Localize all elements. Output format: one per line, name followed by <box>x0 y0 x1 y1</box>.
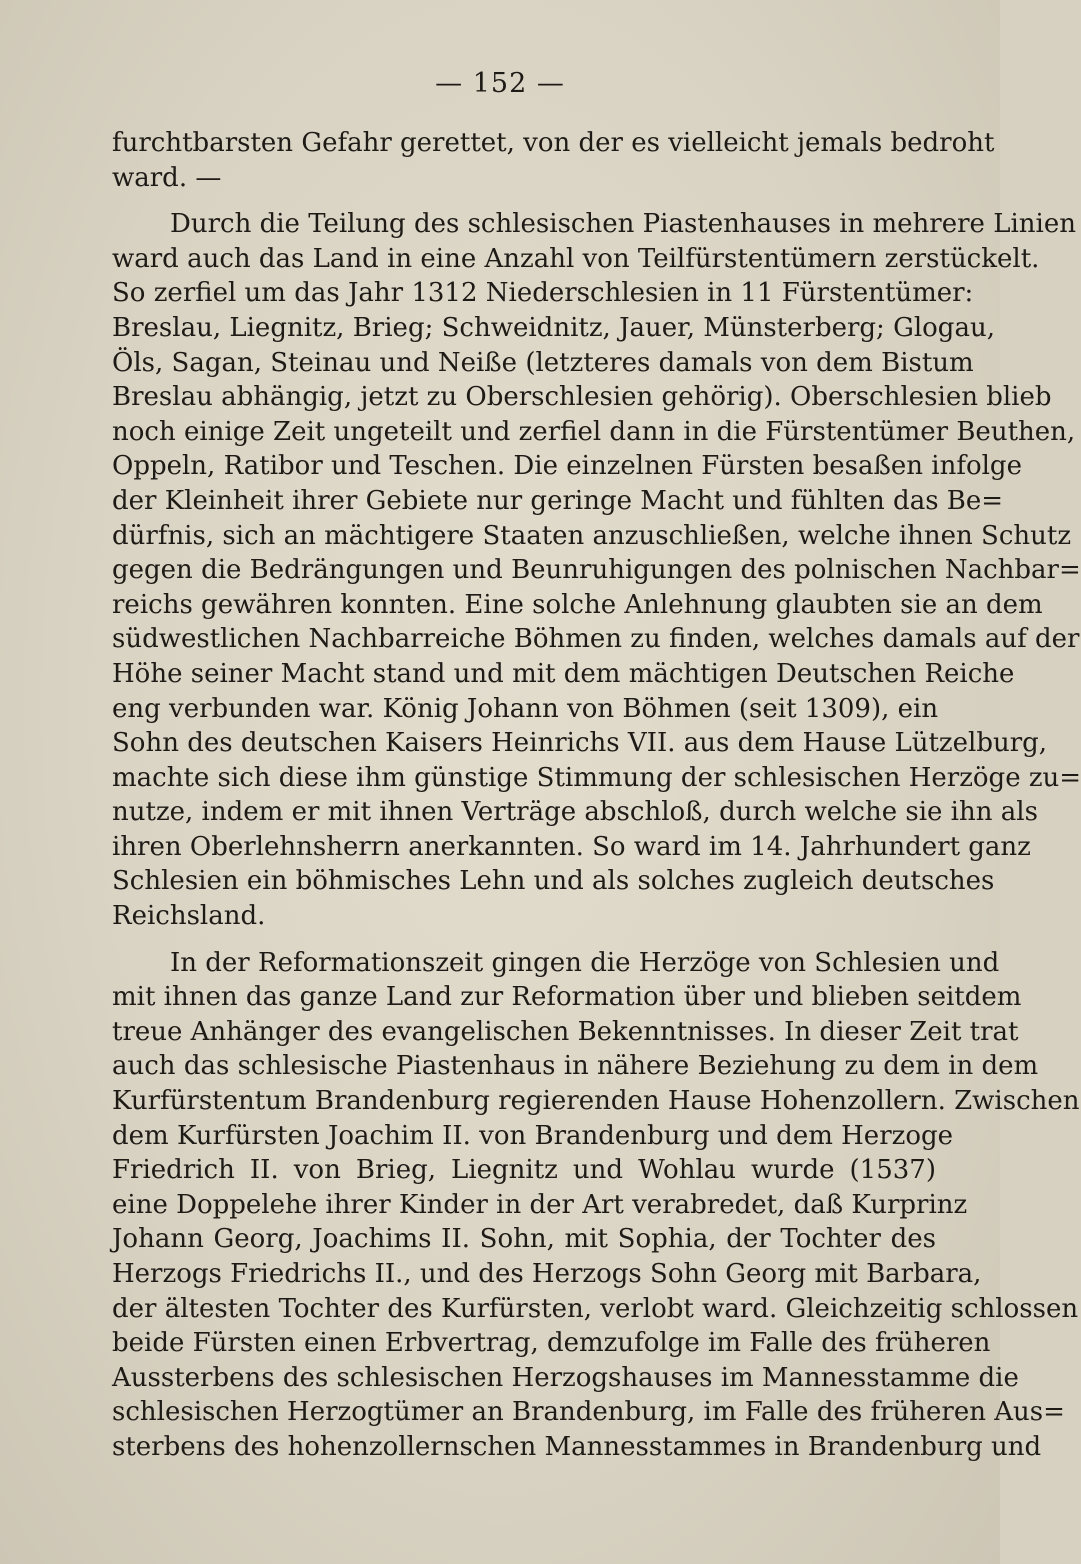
body-text <box>112 126 1081 1465</box>
paragraph <box>112 207 1081 933</box>
text-line: südwestlichen Nachbarreiche Böhmen zu finden, welches damals auf der <box>112 624 1080 655</box>
text-line: dürfnis, sich an mächtigere Staaten anzuschließen, welche ihnen Schutz <box>112 520 1072 551</box>
text-line: eng verbunden war. König Johann von Böhmen (seit 1309), ein <box>112 693 939 724</box>
text-line: reichs gewähren konnten. Eine solche Anlehnung glaubten sie an dem <box>112 589 1043 620</box>
text-line: Friedrich II. von Brieg, Liegnitz und Wohlau wurde (1537) <box>112 1155 936 1186</box>
text-line: der Kleinheit ihrer Gebiete nur geringe Macht und fühlten das Be= <box>112 485 1004 516</box>
text-line: Reichsland. <box>112 901 266 932</box>
text-line: gegen die Bedrängungen und Beunruhigungen des polnischen Nachbar= <box>112 555 1081 586</box>
text-line: Oppeln, Ratibor und Teschen. Die einzelnen Fürsten besaßen infolge <box>112 451 1022 482</box>
text-line: schlesischen Herzogtümer an Brandenburg, im Falle des früheren Aus= <box>112 1397 1065 1428</box>
text-line: Durch die Teilung des schlesischen Piastenhauses in mehrere Linien <box>170 209 1076 240</box>
text-line: ward auch das Land in eine Anzahl von Teilfürstentümern zerstückelt. <box>112 243 1040 274</box>
text-line: furchtbarsten Gefahr gerettet, von der es vielleicht jemals bedroht <box>112 128 995 158</box>
text-line: Aussterbens des schlesischen Herzogshauses im Mannesstamme die <box>112 1362 1019 1393</box>
paragraph <box>112 126 995 195</box>
text-line: Höhe seiner Macht stand und mit dem mächtigen Deutschen Reiche <box>112 658 1015 689</box>
text-line: dem Kurfürsten Joachim II. von Brandenburg und dem Herzoge <box>112 1120 954 1151</box>
text-line: Kurfürstentum Brandenburg regierenden Hause Hohenzollern. Zwischen <box>112 1086 1080 1117</box>
text-line: auch das schlesische Piastenhaus in nähere Beziehung zu dem in dem <box>112 1051 1039 1082</box>
text-line: der ältesten Tochter des Kurfürsten, verlobt ward. Gleichzeitig schlossen <box>112 1293 1079 1324</box>
text-line: So zerfiel um das Jahr 1312 Niederschlesien in 11 Fürstentümer: <box>112 278 974 309</box>
text-line: sterbens des hohenzollernschen Mannesstammes in Brandenburg und <box>112 1431 1042 1462</box>
text-line: Herzogs Friedrichs II., und des Herzogs Sohn Georg mit Barbara, <box>112 1259 982 1289</box>
text-line: noch einige Zeit ungeteilt und zerfiel dann in die Fürstentümer Beuthen, <box>112 416 1076 447</box>
text-line: ward. — <box>112 162 222 193</box>
text-line: Johann Georg, Joachims II. Sohn, mit Sophia, der Tochter des <box>112 1224 936 1255</box>
text-line: Breslau abhängig, jetzt zu Oberschlesien gehörig). Oberschlesien blieb <box>112 382 1052 413</box>
text-line: beide Fürsten einen Erbvertrag, demzufolge im Falle des früheren <box>112 1328 991 1359</box>
text-line: treue Anhänger des evangelischen Bekenntnisses. In dieser Zeit trat <box>112 1016 1019 1047</box>
text-line: Sohn des deutschen Kaisers Heinrichs VII. aus dem Hause Lützelburg, <box>112 728 1048 759</box>
paragraph <box>112 946 1080 1465</box>
text-line: mit ihnen das ganze Land zur Reformation über und blieben seitdem <box>112 982 1022 1013</box>
page-number: — 152 — <box>435 68 565 99</box>
text-line: machte sich diese ihm günstige Stimmung der schlesischen Herzöge zu= <box>112 762 1081 793</box>
text-line: nutze, indem er mit ihnen Verträge abschloß, durch welche sie ihn als <box>112 797 1038 828</box>
text-line: Öls, Sagan, Steinau und Neiße (letzteres damals von dem Bistum <box>112 347 974 378</box>
text-line: ihren Oberlehnsherrn anerkannten. So ward im 14. Jahrhundert ganz <box>112 831 1031 862</box>
text-line: Breslau, Liegnitz, Brieg; Schweidnitz, Jauer, Münsterberg; Glogau, <box>112 312 995 343</box>
text-line: eine Doppelehe ihrer Kinder in der Art verabredet, daß Kurprinz <box>112 1189 968 1220</box>
text-line: Schlesien ein böhmisches Lehn und als solches zugleich deutsches <box>112 866 995 897</box>
text-line: In der Reformationszeit gingen die Herzöge von Schlesien und <box>170 947 1000 978</box>
